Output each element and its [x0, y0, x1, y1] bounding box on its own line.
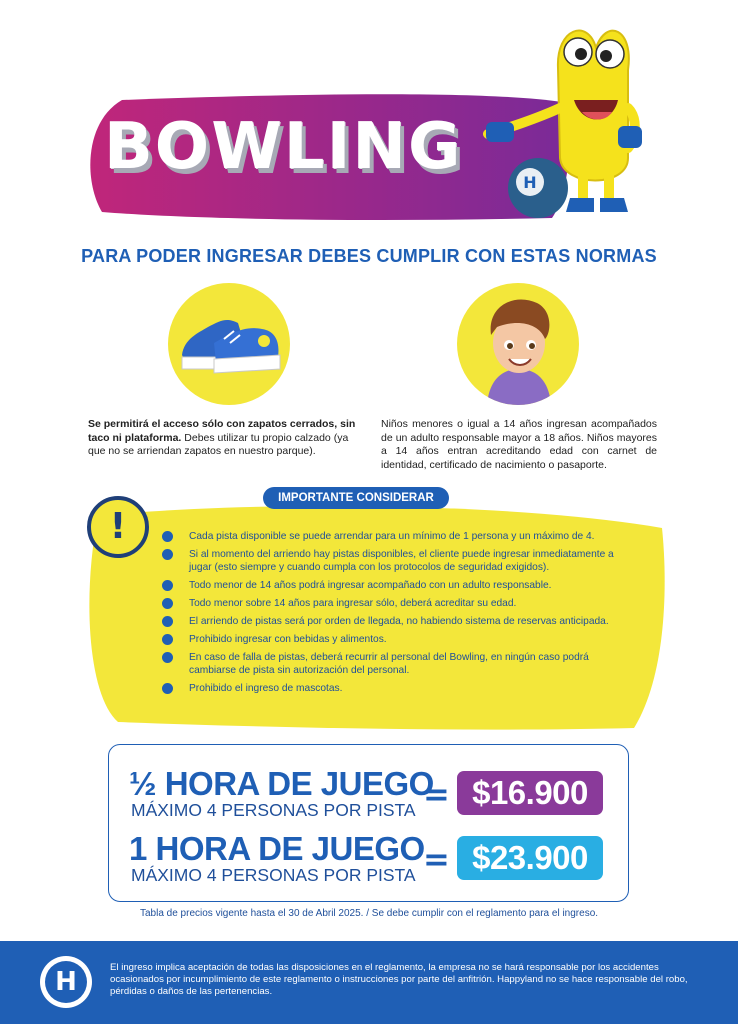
- equals-sign: =: [423, 840, 450, 878]
- price-title: 1 HORA DE JUEGO: [129, 830, 425, 867]
- warning-symbol: !: [109, 506, 127, 547]
- bullet-dot-icon: [162, 598, 173, 609]
- list-item-text: El arriendo de pistas será por orden de llegada, no habiendo sistema de reservas anticipada.: [189, 616, 609, 627]
- child-icon: [457, 283, 579, 405]
- price-box: [108, 744, 629, 902]
- bullet-dot-icon: [162, 616, 173, 627]
- bullet-dot-icon: [162, 549, 173, 560]
- list-item: [162, 633, 632, 646]
- logo-letter: H: [45, 961, 87, 1003]
- list-item-text: Todo menor de 14 años podrá ingresar acompañado con un adulto responsable.: [189, 580, 552, 591]
- price-row-one-hour: [109, 832, 630, 892]
- page-title: BOWLING: [104, 110, 463, 184]
- mascot-illustration: [478, 8, 668, 228]
- list-item-text: Cada pista disponible se puede arrendar para un mínimo de 1 persona y un máximo de 4.: [189, 531, 595, 542]
- price-note: Tabla de precios vigente hasta el 30 de Abril 2025. / Se debe cumplir con el reglamento para el ingreso.: [139, 908, 599, 919]
- list-item: [162, 548, 632, 574]
- price-subtitle: MÁXIMO 4 PERSONAS POR PISTA: [131, 865, 416, 885]
- happyland-logo-icon: [40, 956, 92, 1008]
- list-item-text: Todo menor sobre 14 años para ingresar sólo, deberá acreditar su edad.: [189, 598, 517, 609]
- rule-kids-text: Niños menores o igual a 14 años ingresan acompañados de un adulto responsable mayor a 18 años. Niños mayores a 14 años entran acreditando edad con carnet de identidad, certificado de nacimiento o pasaporte.: [381, 418, 657, 471]
- list-item: [162, 530, 632, 543]
- list-item: [162, 651, 632, 677]
- list-item: [162, 597, 632, 610]
- rule-shoes-bold: Se permitirá el acceso sólo con zapatos cerrados, sin taco ni plataforma.: [88, 418, 356, 444]
- list-item-text: Prohibido ingresar con bebidas y alimentos.: [189, 634, 387, 645]
- bullet-dot-icon: [162, 580, 173, 591]
- list-item-text: Si al momento del arriendo hay pistas disponibles, el cliente puede ingresar inmediatamente a jugar (esto siempre y cuando cumpla con los protocolos de seguridad exigidos).: [189, 549, 614, 573]
- price-tag: $16.900: [457, 771, 603, 815]
- important-list: [162, 530, 632, 700]
- list-item: [162, 615, 632, 628]
- equals-sign: =: [423, 775, 450, 813]
- price-row-half-hour: [109, 767, 630, 827]
- list-item: [162, 579, 632, 592]
- rule-shoes-text: [88, 418, 366, 459]
- bullet-dot-icon: [162, 634, 173, 645]
- price-tag: $23.900: [457, 836, 603, 880]
- price-title: ½ HORA DE JUEGO: [129, 765, 434, 802]
- warning-icon: [87, 496, 149, 558]
- important-title: IMPORTANTE CONSIDERAR: [263, 487, 449, 509]
- rule-shoes-body: Debes utilizar tu propio calzado (ya que no se arriendan zapatos en nuestro parque).: [88, 431, 349, 457]
- list-item-text: Prohibido el ingreso de mascotas.: [189, 683, 343, 694]
- price-subtitle: MÁXIMO 4 PERSONAS POR PISTA: [131, 800, 416, 820]
- footer-disclaimer: El ingreso implica aceptación de todas las disposiciones en el reglamento, la empresa no se hará responsable por los accidentes ocasionados por incumplimiento de este reglamento o instrucciones por parte del anfitrión. Happyland no se hace responsable del robo, pérdidas o daños de las pertenencias.: [110, 962, 688, 997]
- bullet-dot-icon: [162, 683, 173, 694]
- list-item: [162, 682, 632, 695]
- shoes-icon: [168, 283, 290, 405]
- svg-text:H: H: [523, 173, 537, 192]
- footer: [0, 941, 738, 1024]
- bullet-dot-icon: [162, 652, 173, 663]
- rules-title: PARA PODER INGRESAR DEBES CUMPLIR CON ESTAS NORMAS: [81, 246, 657, 266]
- list-item-text: En caso de falla de pistas, deberá recurrir al personal del Bowling, en ningún caso podrá cambiarse de pista sin autorización del personal.: [189, 652, 589, 676]
- bullet-dot-icon: [162, 531, 173, 542]
